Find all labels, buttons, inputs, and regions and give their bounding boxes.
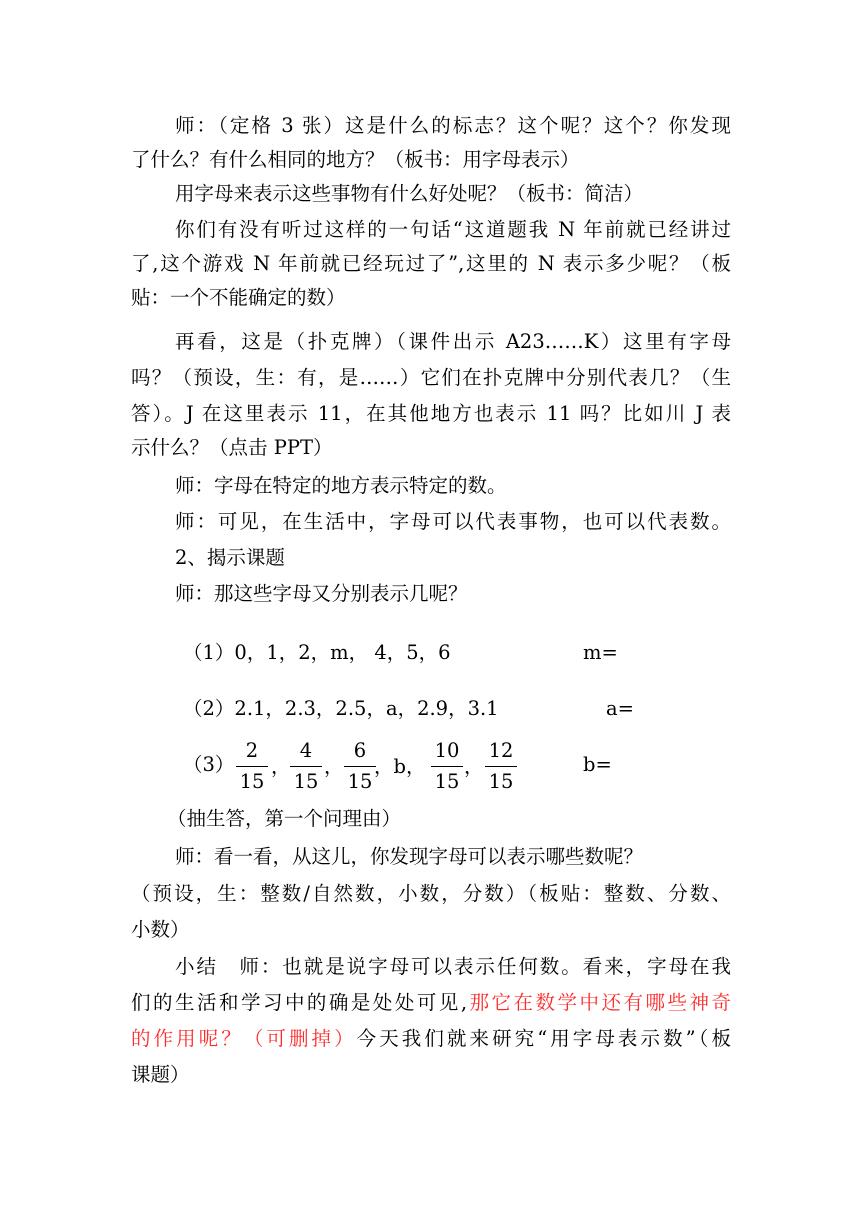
fraction-1-denominator: 15 bbox=[239, 770, 265, 793]
fraction-4-denominator: 15 bbox=[434, 770, 460, 793]
fraction-1-numerator: 2 bbox=[245, 739, 259, 762]
para1-line1: 师：（定格 3 张）这是什么的标志？这个呢？这个？你发现 bbox=[175, 114, 731, 137]
exercise-1: （1）0，1，2，m， 4，5，6 bbox=[183, 641, 451, 664]
para10-line1: 小结 师：也就是说字母可以表示任何数。看来，字母在我 bbox=[175, 955, 731, 978]
fraction-2-denominator: 15 bbox=[293, 770, 319, 793]
comma-2: ， bbox=[324, 755, 344, 778]
fraction-5-denominator: 15 bbox=[488, 770, 514, 793]
para9-line2: （预设，生：整数/自然数，小数，分数）（板贴：整数、分数、 bbox=[131, 882, 731, 905]
para4-line2: 吗？（预设，生：有，是……）它们在扑克牌中分别代表几？（生 bbox=[131, 366, 731, 389]
para10-line4: 课题） bbox=[131, 1063, 190, 1086]
fraction-3-numerator: 6 bbox=[353, 739, 367, 762]
para6-line1: 师：可见，在生活中，字母可以代表事物，也可以代表数。 bbox=[175, 510, 731, 533]
para9-line3: 小数） bbox=[131, 918, 190, 941]
fraction-2-bar bbox=[290, 766, 322, 767]
exercise-3-label: （3） bbox=[183, 753, 235, 776]
fraction-1 bbox=[232, 739, 272, 794]
fraction-2 bbox=[286, 739, 326, 794]
fraction-3-bar bbox=[344, 766, 376, 767]
para10-line2 bbox=[131, 986, 731, 1020]
variable-b: ，b， bbox=[374, 755, 426, 778]
exercise-2: （2）2.1，2.3，2.5，a，2.9，3.1 bbox=[183, 697, 499, 720]
para4-line3: 答）。J 在这里表示 11，在其他地方也表示 11 吗？比如川 J 表 bbox=[131, 402, 731, 425]
para4-line4: 示什么？（点击 PPT） bbox=[131, 436, 333, 459]
para3-line1: 你们有没有听过这样的一句话“这道题我 N 年前就已经讲过 bbox=[175, 218, 731, 241]
para8-line1: （抽生答，第一个问理由） bbox=[167, 807, 402, 830]
comma-1: ， bbox=[271, 755, 291, 778]
para10-line3-highlight: 的作用呢？（可删掉） bbox=[131, 1027, 357, 1050]
para10-line2-text: 们的生活和学习中的确是处处可见, bbox=[131, 991, 468, 1014]
fraction-5-bar bbox=[485, 766, 517, 767]
fraction-3-denominator: 15 bbox=[347, 770, 373, 793]
para9-line1: 师：看一看，从这儿，你发现字母可以表示哪些数呢？ bbox=[175, 845, 644, 868]
para7-line1: 师：那这些字母又分别表示几呢？ bbox=[175, 582, 468, 605]
exercise-1-answer: m= bbox=[583, 641, 618, 664]
fraction-4-bar bbox=[431, 766, 463, 767]
fraction-5-numerator: 12 bbox=[488, 739, 514, 762]
para10-line3-text: 今天我们就来研究“用字母表示数”（板 bbox=[356, 1027, 731, 1050]
para3-line3: 贴：一个不能确定的数） bbox=[131, 286, 346, 309]
para10-line2-highlight: 那它在数学中还有哪些神奇 bbox=[467, 991, 731, 1014]
section-heading: 2、揭示课题 bbox=[175, 546, 285, 569]
fraction-4-numerator: 10 bbox=[434, 739, 460, 762]
fraction-1-bar bbox=[236, 766, 268, 767]
para2-line1: 用字母来表示这些事物有什么好处呢？（板书：简洁） bbox=[175, 182, 644, 205]
exercise-3-answer: b= bbox=[583, 753, 612, 776]
comma-3: ， bbox=[464, 755, 484, 778]
para1-line2: 了什么？有什么相同的地方？（板书：用字母表示） bbox=[131, 148, 580, 171]
fraction-2-numerator: 4 bbox=[299, 739, 313, 762]
exercise-2-answer: a= bbox=[606, 697, 634, 720]
fraction-4 bbox=[427, 739, 467, 794]
para3-line2: 了,这个游戏 N 年前就已经玩过了”,这里的 N 表示多少呢？（板 bbox=[131, 252, 731, 275]
fraction-5 bbox=[481, 739, 521, 794]
para4-line1: 再看，这是（扑克牌）（课件出示 A23……K）这里有字母 bbox=[175, 330, 731, 353]
para10-line3 bbox=[131, 1022, 731, 1056]
para5-line1: 师：字母在特定的地方表示特定的数。 bbox=[175, 474, 507, 497]
